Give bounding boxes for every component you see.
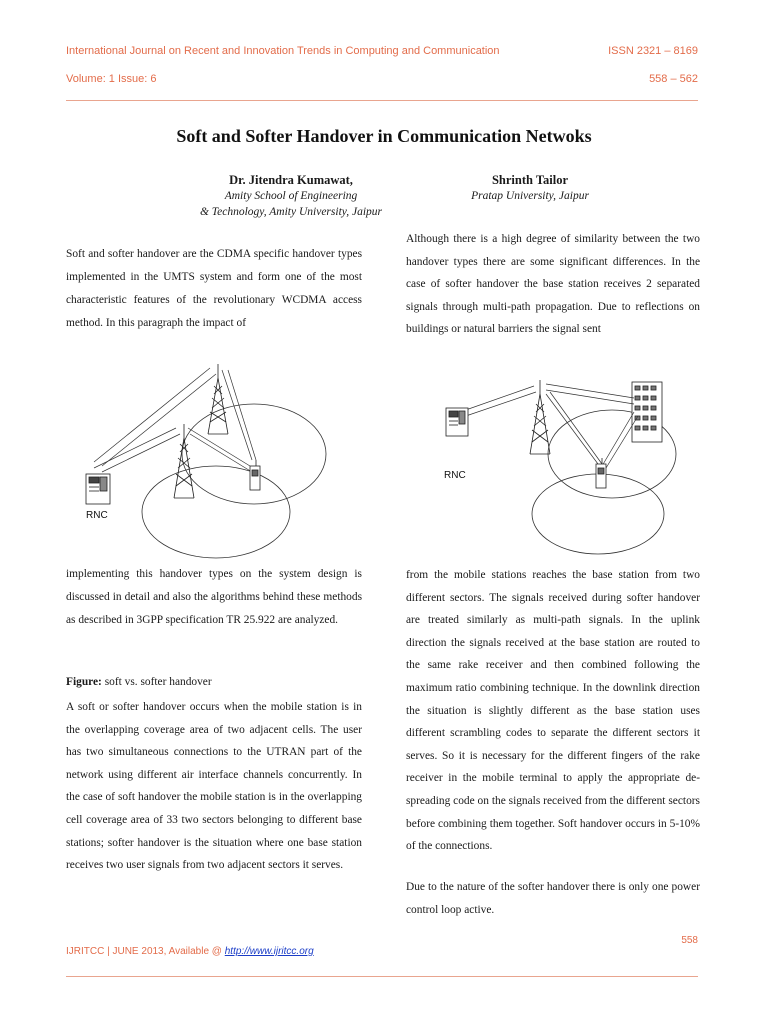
paper-title: Soft and Softer Handover in Communication Netwoks: [176, 126, 592, 146]
header-rule: [66, 100, 698, 101]
signal-links: [94, 368, 256, 472]
left-paragraph-2: implementing this handover types on the system design is discussed in detail and also the algorithms behind these methods as described in 3GPP specification TR 25.922 are analyzed.: [66, 568, 362, 626]
signal-links: [460, 384, 638, 468]
figure-softer-handover: [438, 372, 678, 557]
author-2: [430, 172, 630, 204]
figure-soft-handover: [80, 356, 330, 561]
rnc-label: RNC: [86, 510, 108, 521]
journal-name: International Journal on Recent and Innovation Trends in Computing and Communication: [66, 45, 500, 57]
volume-issue: Volume: 1 Issue: 6: [66, 73, 157, 85]
figure-caption-text: soft vs. softer handover: [101, 676, 212, 688]
author-1: [166, 172, 416, 220]
rnc-unit: [86, 474, 110, 504]
base-station-tower-1: [208, 364, 228, 434]
author-2-name: Shrinth Tailor: [491, 173, 569, 187]
rnc-unit: [446, 408, 468, 436]
author-1-name: Dr. Jitendra Kumawat,: [229, 173, 353, 187]
left-paragraph-3: A soft or softer handover occurs when the mobile station is in the overlapping coverage area of two adjacent cells. The user has two simultaneous connections to the UTRAN part of the network using different air interface channels concurrently. In the case of soft handover the mobile station is in the overlapping cell coverage area of 33 two sectors belonging to different base stations; softer handover is the situation where one base station receives two user signals from two adjacent sectors it serves.: [66, 701, 362, 872]
footer-rule: [66, 976, 698, 977]
journal-url-link[interactable]: http://www.ijritcc.org: [224, 946, 314, 957]
footer-text: IJRITCC | JUNE 2013, Available @: [66, 946, 225, 957]
rnc-label: RNC: [444, 470, 466, 481]
page-range: 558 – 562: [649, 73, 698, 85]
building: [632, 382, 662, 442]
author-1-affiliation-line-2: & Technology, Amity University, Jaipur: [199, 206, 383, 218]
figure-caption-label: Figure:: [66, 676, 102, 688]
right-paragraph-3: Due to the nature of the softer handover there is only one power control loop active.: [406, 881, 700, 916]
author-1-affiliation-line-1: Amity School of Engineering: [224, 190, 358, 202]
right-paragraph-2: from the mobile stations reaches the base station from two different sectors. The signals received during softer handover are treated similarly as multi-path signals. In the uplink direction the signals received at the base station are routed to the same rake receiver and then combined following the maximum ratio combining technique. In the downlink direction the situation is slightly different as the base station uses different scrambling codes to separate the different sectors it serves. So it is necessary for the different fingers of the rake receiver in the mobile terminal to apply the appropriate de-spreading code on the signals received from the different sectors before combining them together. Soft handover occurs in 5-10% of the connections.: [406, 569, 700, 853]
author-2-affiliation: Pratap University, Jaipur: [471, 190, 589, 202]
figure-caption: [66, 676, 366, 688]
issn: ISSN 2321 – 8169: [608, 45, 698, 57]
right-paragraph-1: Although there is a high degree of similarity between the two handover types there are some significant differences. In the case of softer handover the base station receives 2 separated signals through multi-path propagation. Due to reflections on buildings or natural barriers the signal sent: [406, 233, 700, 336]
footer: [66, 946, 314, 957]
page-number: 558: [681, 935, 698, 946]
base-station-tower: [530, 380, 550, 454]
mobile-station: [250, 460, 260, 490]
coverage-cell-2: [142, 466, 290, 558]
left-paragraph-1: Soft and softer handover are the CDMA specific handover types implemented in the UMTS system and form one of the most characteristic features of the revolutionary WCDMA access method. In this paragraph the impact of: [66, 248, 362, 329]
